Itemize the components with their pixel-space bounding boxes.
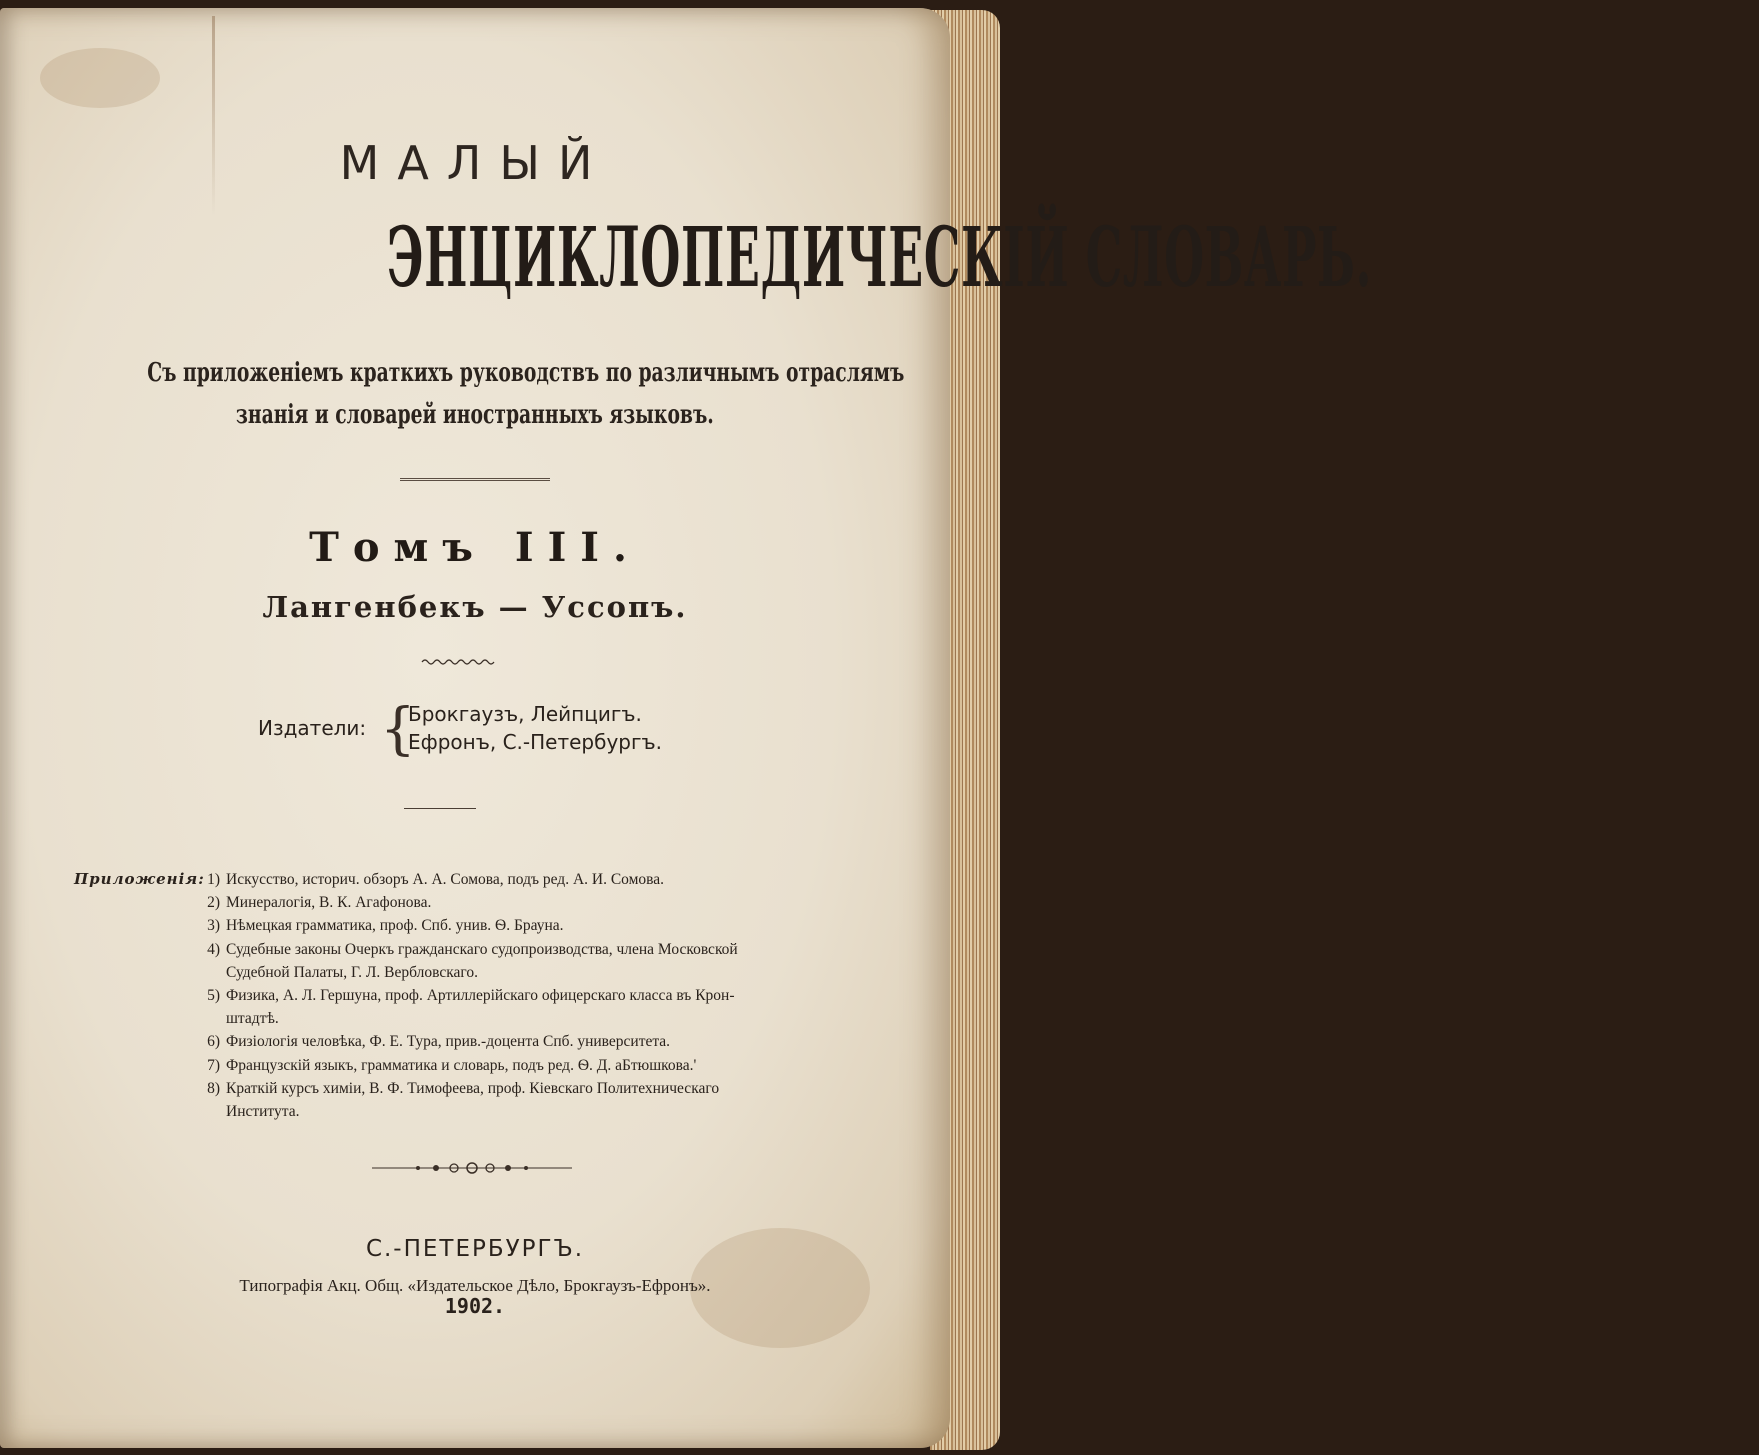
appendix-item xyxy=(196,1054,876,1077)
appendix-text: Искусство, историч. обзоръ А. А. Сомова, подъ ред. А. И. Сомова. xyxy=(226,871,665,888)
appendix-item xyxy=(196,868,876,891)
appendix-item xyxy=(196,1077,876,1100)
city: С.-ПЕТЕРБУРГЪ. xyxy=(365,1236,585,1262)
title-small: МАЛЫЙ xyxy=(339,136,611,190)
appendix-item xyxy=(196,984,876,1007)
volume-range: Лангенбекъ — Уссопъ. xyxy=(262,590,688,624)
appendix-text: Судебные законы Очеркъ гражданскаго судопроизводства, члена Московской xyxy=(226,940,738,958)
subtitle-line-2-text: знанія и словарей иностранныхъ языковъ. xyxy=(236,400,714,430)
volume-title: Томъ III. xyxy=(309,524,641,571)
appendix-text: Минералогія, В. К. Агафонова. xyxy=(226,894,432,912)
appendix-item xyxy=(196,938,876,961)
appendix-continuation: Института. xyxy=(226,1103,300,1121)
appendix-num: 1) xyxy=(207,871,220,888)
title-main-wrap xyxy=(0,208,1373,308)
appendix-text: Нѣмецкая грамматика, проф. Спб. унив. Ѳ. Брауна. xyxy=(226,917,564,935)
appendix-item xyxy=(196,914,876,937)
appendix-text: Физіологія человѣка, Ф. Е. Тура, прив.-доцента Спб. университета. xyxy=(226,1033,671,1051)
appendix-num: 7) xyxy=(207,1056,220,1074)
year: 1902. xyxy=(444,1294,506,1318)
subtitle-line-1-text: Съ приложеніемъ краткихъ руководствъ по различнымъ отраслямъ xyxy=(147,358,905,388)
appendix-item xyxy=(196,1030,876,1053)
appendix-num: 4) xyxy=(207,940,220,958)
appendix-continuation: штадтѣ. xyxy=(226,1010,279,1028)
appendices-label: Приложенія: xyxy=(74,870,205,888)
brace-icon: { xyxy=(380,697,416,762)
publisher-2: Ефронъ, С.-Петербургъ. xyxy=(408,730,662,754)
appendix-num: 5) xyxy=(207,987,220,1005)
printer: Типографія Акц. Общ. «Издательское Дѣло, Брокгаузъ-Ефронъ». xyxy=(239,1276,711,1295)
paper-stain xyxy=(40,48,160,108)
appendix-text: Физика, А. Л. Гершуна, проф. Артиллерійскаго офицерскаго класса въ Крон- xyxy=(226,987,735,1005)
appendix-num: 8) xyxy=(207,1079,220,1097)
appendix-num: 6) xyxy=(207,1033,220,1051)
publishers-label: Издатели: xyxy=(258,716,367,740)
subtitle-line-1 xyxy=(0,358,950,388)
appendix-text: Французскій языкъ, грамматика и словарь, подъ ред. Ѳ. Д. аБтюшкова.' xyxy=(226,1056,697,1074)
title-main: ЭНЦИКЛОПЕДИЧЕСКІЙ СЛОВАРЬ. xyxy=(386,210,1373,306)
appendix-item xyxy=(196,891,876,914)
divider-rule-short xyxy=(404,808,476,809)
appendices-list xyxy=(196,868,876,1123)
divider-rule xyxy=(400,478,550,481)
ornament-icon xyxy=(372,1160,572,1176)
subtitle-line-2 xyxy=(0,400,950,430)
appendix-num: 2) xyxy=(207,894,220,912)
publisher-1: Брокгаузъ, Лейпцигъ. xyxy=(408,702,642,726)
wavy-ornament xyxy=(422,658,494,666)
appendix-text: Краткій курсъ химіи, В. Ф. Тимофеева, проф. Кіевскаго Политехническаго xyxy=(226,1079,720,1097)
title-page xyxy=(0,8,1373,1448)
appendix-num: 3) xyxy=(207,917,220,935)
appendix-continuation: Судебной Палаты, Г. Л. Вербловскаго. xyxy=(226,963,479,981)
